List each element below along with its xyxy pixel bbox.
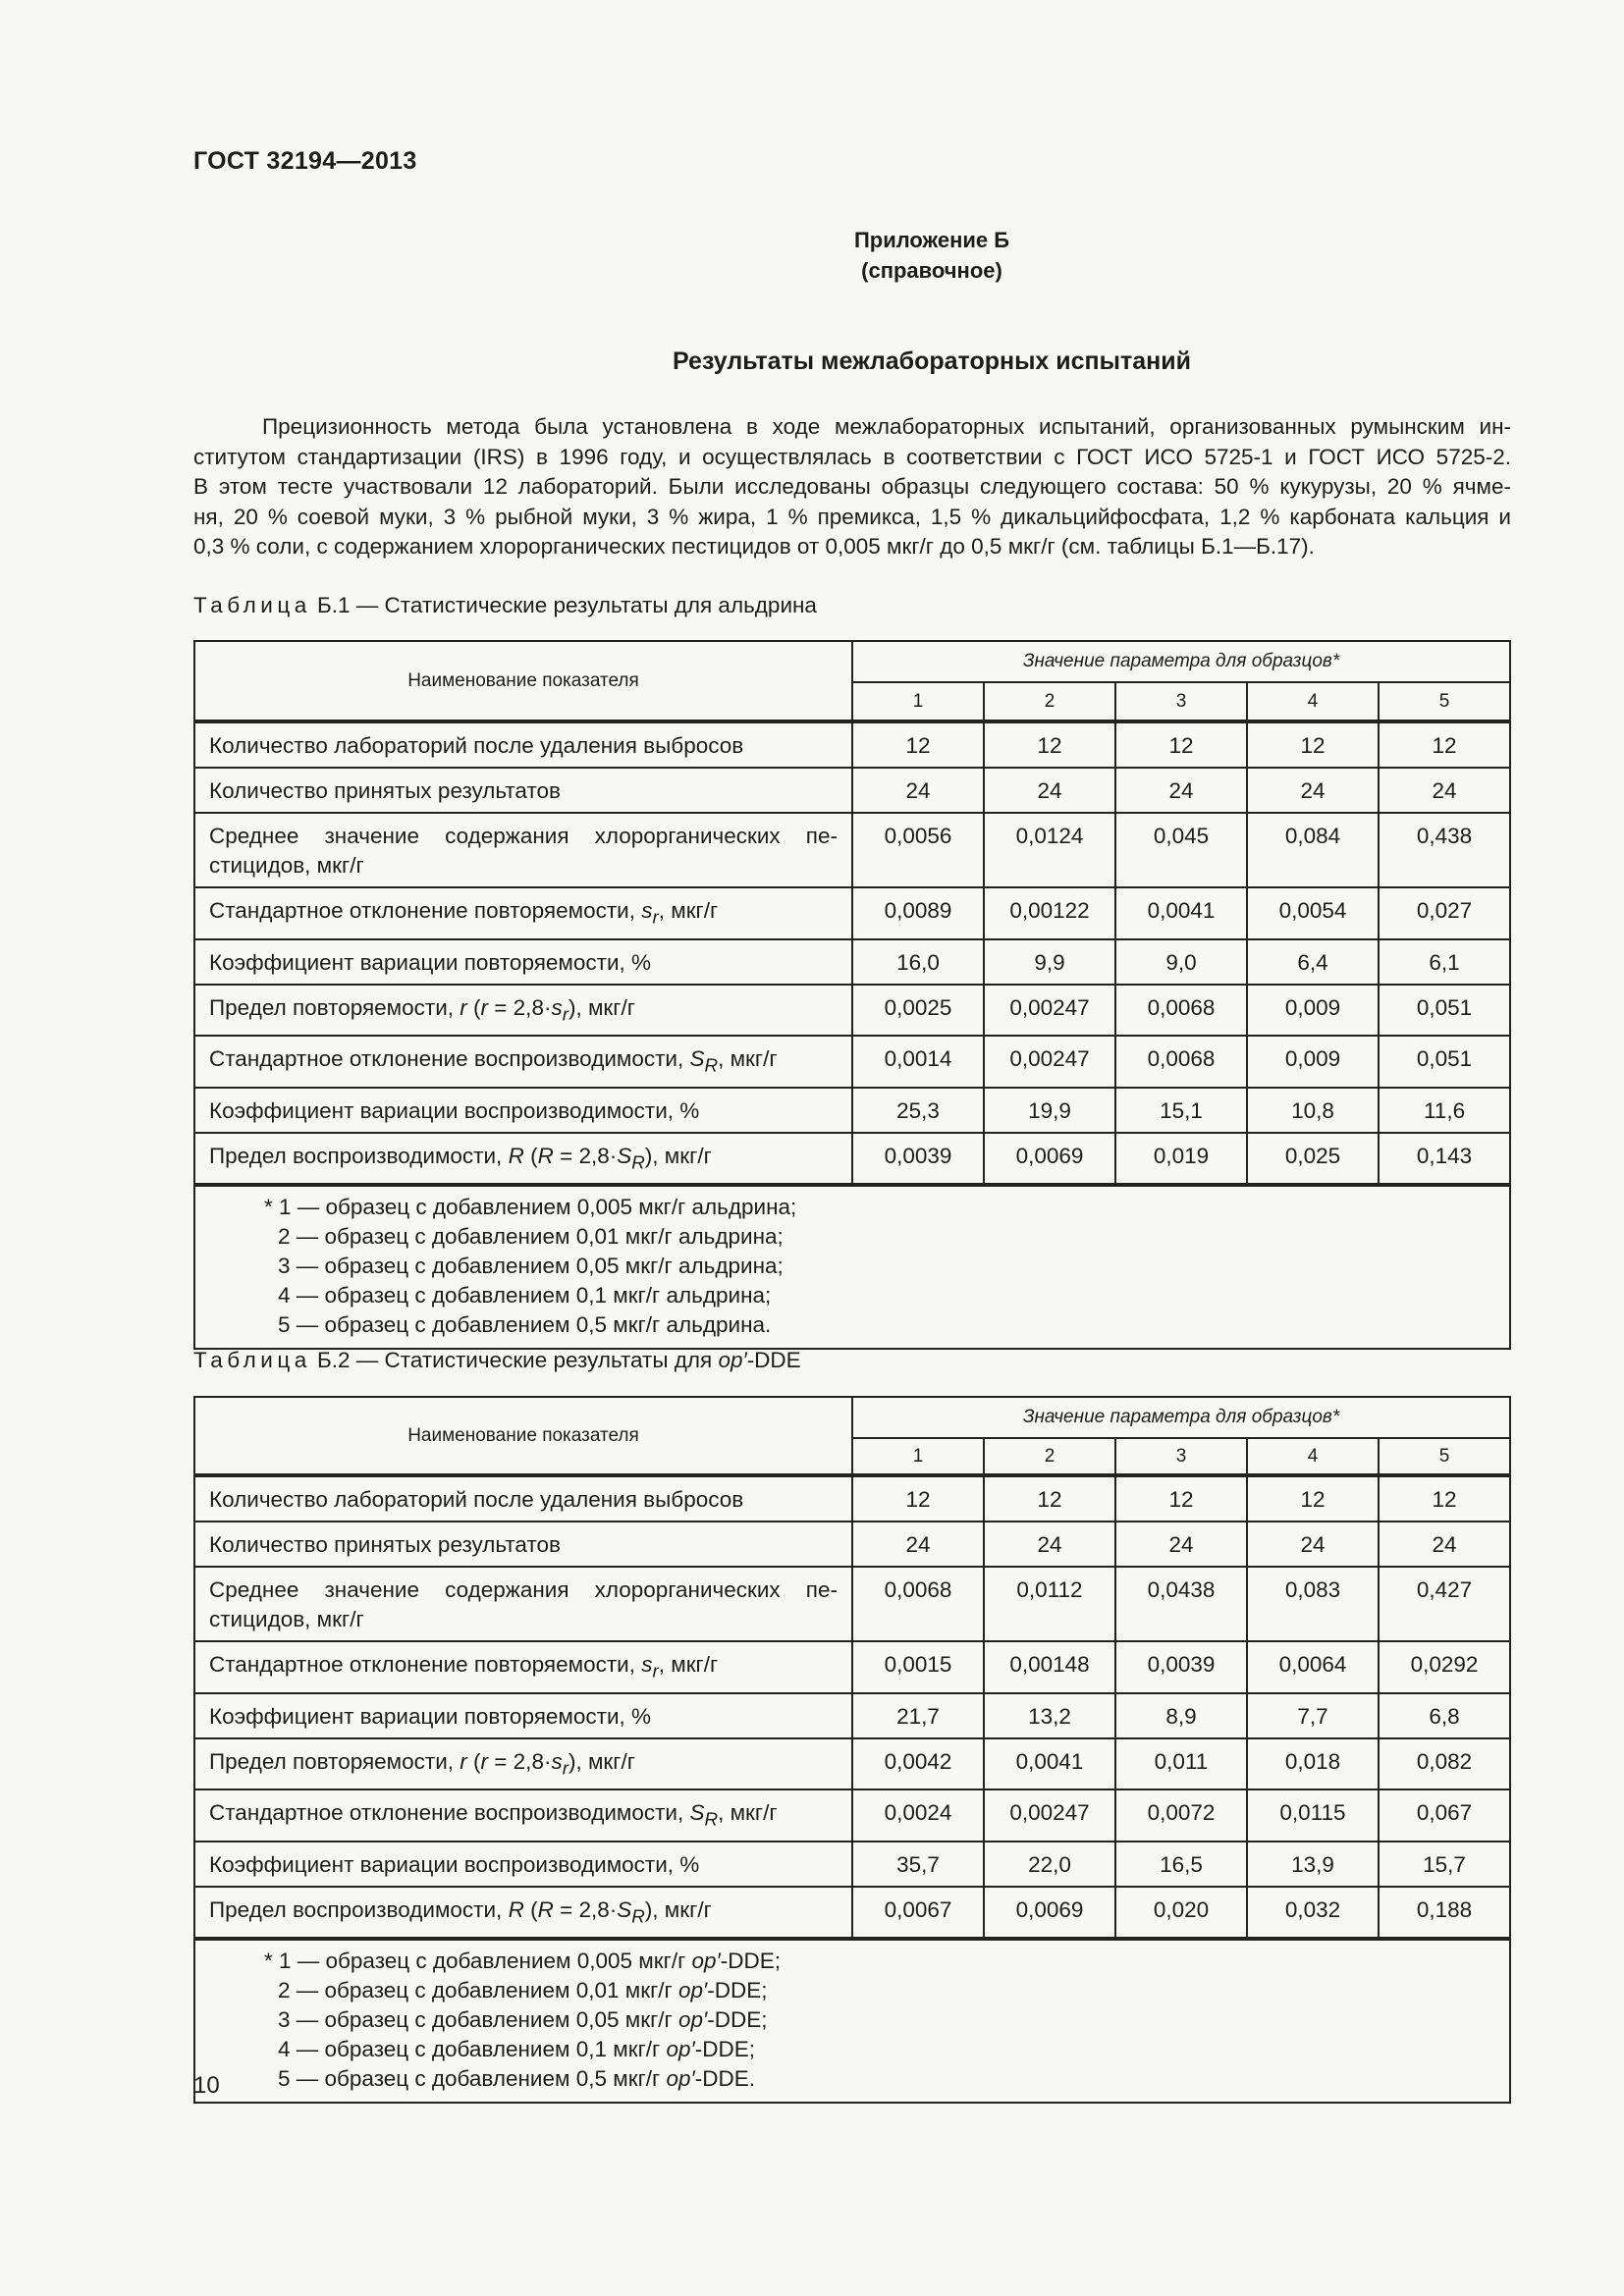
row-label xyxy=(194,985,852,1037)
symbol-r: r xyxy=(480,994,489,1020)
footnote-line xyxy=(264,1947,1509,1976)
cell-value: 12 xyxy=(1379,721,1510,768)
cell-value: 0,00247 xyxy=(984,1789,1115,1842)
cell-value: 0,045 xyxy=(1115,813,1247,887)
label-text: Стандартное отклонение повторяемости, xyxy=(209,898,642,923)
table1 xyxy=(193,640,1511,1350)
cell-value: 0,00247 xyxy=(984,985,1115,1037)
table2-caption-italic: op′ xyxy=(718,1348,747,1372)
cell-value: 13,9 xyxy=(1247,1842,1379,1887)
page-number: 10 xyxy=(193,2072,220,2099)
symbol-R: R xyxy=(508,1896,524,1922)
row-label-line: Среднее значение содержания хлорорганических пе- xyxy=(209,824,838,848)
footnote-italic: op′ xyxy=(678,1978,708,2002)
cell-value: 15,1 xyxy=(1115,1088,1247,1133)
row-label xyxy=(194,1567,852,1641)
footnote-line: * 1 — образец с добавлением 0,005 мкг/г альдрина; xyxy=(264,1195,797,1219)
intro-line: Прецизионность метода была установлена в ходе межлабораторных испытаний, организованных румынским ин- xyxy=(262,414,1511,439)
label-text: = 2,8· xyxy=(488,994,552,1020)
cell-value: 0,427 xyxy=(1379,1567,1510,1641)
row-label xyxy=(194,1036,852,1088)
table2-caption-text: Б.2 — Статистические результаты для xyxy=(310,1348,719,1372)
table-row xyxy=(194,1738,1510,1790)
cell-value: 11,6 xyxy=(1379,1088,1510,1133)
cell-value: 0,051 xyxy=(1379,1036,1510,1088)
symbol-s: s xyxy=(641,1652,653,1677)
row-label xyxy=(194,813,852,887)
cell-value: 6,4 xyxy=(1247,939,1379,985)
row-label: Коэффициент вариации воспроизводимости, % xyxy=(194,1842,852,1887)
cell-value: 12 xyxy=(1115,1475,1247,1522)
appendix-kind: (справочное) xyxy=(861,258,1002,283)
cell-value: 0,0056 xyxy=(852,813,984,887)
table-row xyxy=(194,1036,1510,1088)
cell-value: 0,0112 xyxy=(984,1567,1115,1641)
intro-line: В этом тесте участвовали 12 лабораторий. Были исследованы образцы следующего состава: 50 % кукурузы, 20 % ячме- xyxy=(193,474,1511,499)
label-text: Стандартное отклонение воспроизводимости, xyxy=(209,1046,690,1071)
cell-value: 9,0 xyxy=(1115,939,1247,985)
table-row xyxy=(194,1887,1510,1940)
label-text: Стандартное отклонение повторяемости, xyxy=(209,1652,642,1677)
table1-header-group: Значение параметра для образцов* xyxy=(852,641,1510,682)
symbol-r-sub: r xyxy=(562,1003,568,1024)
symbol-S: S xyxy=(617,1143,632,1168)
cell-value: 25,3 xyxy=(852,1088,984,1133)
row-label xyxy=(194,1738,852,1790)
table1-caption xyxy=(193,593,817,618)
label-text: ( xyxy=(523,1896,538,1922)
label-text: ), мкг/г xyxy=(644,1143,712,1168)
cell-value: 0,0014 xyxy=(852,1036,984,1088)
cell-value: 12 xyxy=(984,1475,1115,1522)
footnote-italic: op′ xyxy=(666,2066,695,2091)
cell-value: 19,9 xyxy=(984,1088,1115,1133)
cell-value: 0,0438 xyxy=(1115,1567,1247,1641)
cell-value: 24 xyxy=(1115,768,1247,813)
table-row xyxy=(194,1693,1510,1738)
cell-value: 0,0025 xyxy=(852,985,984,1037)
cell-value: 0,0069 xyxy=(984,1133,1115,1186)
symbol-r-sub: r xyxy=(652,906,659,928)
cell-value: 12 xyxy=(1247,721,1379,768)
cell-value: 0,00247 xyxy=(984,1036,1115,1088)
cell-value: 12 xyxy=(1247,1475,1379,1522)
footnote-text: 2 — образец с добавлением 0,01 мкг/г xyxy=(278,1978,679,2002)
cell-value: 0,0015 xyxy=(852,1641,984,1693)
cell-value: 6,1 xyxy=(1379,939,1510,985)
cell-value: 7,7 xyxy=(1247,1693,1379,1738)
footnote-line xyxy=(264,2064,1509,2094)
footnote-line xyxy=(264,2035,1509,2064)
footnote-text: 5 — образец с добавлением 0,5 мкг/г xyxy=(278,2066,667,2091)
symbol-s: s xyxy=(641,898,653,923)
row-label: Количество принятых результатов xyxy=(194,1522,852,1567)
cell-value: 22,0 xyxy=(984,1842,1115,1887)
cell-value: 0,0042 xyxy=(852,1738,984,1790)
table2-header-name: Наименование показателя xyxy=(194,1397,852,1475)
cell-value: 24 xyxy=(1115,1522,1247,1567)
table1-header-col: 4 xyxy=(1247,682,1379,721)
table2-header-col: 4 xyxy=(1247,1438,1379,1475)
table-row xyxy=(194,1475,1510,1522)
cell-value: 0,018 xyxy=(1247,1738,1379,1790)
footnote-line: 4 — образец с добавлением 0,1 мкг/г альдрина; xyxy=(278,1283,772,1308)
row-label-line: стицидов, мкг/г xyxy=(209,853,364,878)
footnote-text: -DDE; xyxy=(694,2037,755,2061)
cell-value: 24 xyxy=(1379,768,1510,813)
intro-line: 0,3 % соли, с содержанием хлорорганических пестицидов от 0,005 мкг/г до 0,5 мкг/г (см. таблицы Б.1—Б.17). xyxy=(193,534,1315,559)
table-row xyxy=(194,813,1510,887)
cell-value: 0,0041 xyxy=(1115,887,1247,939)
row-label: Количество лабораторий после удаления выбросов xyxy=(194,721,852,768)
cell-value: 0,025 xyxy=(1247,1133,1379,1186)
table2-caption xyxy=(193,1348,801,1373)
label-text: = 2,8· xyxy=(553,1143,618,1168)
cell-value: 24 xyxy=(984,768,1115,813)
row-label: Количество лабораторий после удаления выбросов xyxy=(194,1475,852,1522)
cell-value: 0,032 xyxy=(1247,1887,1379,1940)
cell-value: 12 xyxy=(1115,721,1247,768)
cell-value: 0,0124 xyxy=(984,813,1115,887)
cell-value: 0,067 xyxy=(1379,1789,1510,1842)
row-label: Коэффициент вариации повторяемости, % xyxy=(194,1693,852,1738)
cell-value: 12 xyxy=(1379,1475,1510,1522)
symbol-R-sub: R xyxy=(704,1808,719,1830)
label-text: , мкг/г xyxy=(718,1046,778,1071)
cell-value: 0,0068 xyxy=(852,1567,984,1641)
table1-caption-word: Таблица xyxy=(193,593,311,617)
footnote-text: -DDE; xyxy=(707,2007,768,2032)
table2-footnote-row xyxy=(194,1939,1510,2103)
row-label xyxy=(194,887,852,939)
cell-value: 0,00148 xyxy=(984,1641,1115,1693)
cell-value: 12 xyxy=(852,721,984,768)
cell-value: 24 xyxy=(1247,768,1379,813)
cell-value: 0,0068 xyxy=(1115,985,1247,1037)
table-row xyxy=(194,1842,1510,1887)
cell-value: 0,0024 xyxy=(852,1789,984,1842)
table1-header-col: 1 xyxy=(852,682,984,721)
table-row xyxy=(194,1522,1510,1567)
cell-value: 16,5 xyxy=(1115,1842,1247,1887)
cell-value: 9,9 xyxy=(984,939,1115,985)
footnote-italic: op′ xyxy=(678,2007,708,2032)
cell-value: 15,7 xyxy=(1379,1842,1510,1887)
row-label xyxy=(194,1887,852,1940)
symbol-r: r xyxy=(460,994,467,1020)
cell-value: 24 xyxy=(852,1522,984,1567)
cell-value: 0,009 xyxy=(1247,985,1379,1037)
table2-footnotes xyxy=(194,1939,1510,2103)
cell-value: 0,143 xyxy=(1379,1133,1510,1186)
symbol-R-sub: R xyxy=(631,1905,645,1926)
cell-value: 0,0054 xyxy=(1247,887,1379,939)
row-label xyxy=(194,1641,852,1693)
label-text: ( xyxy=(466,1748,481,1774)
label-text: ), мкг/г xyxy=(568,1748,635,1774)
cell-value: 10,8 xyxy=(1247,1088,1379,1133)
cell-value: 0,0069 xyxy=(984,1887,1115,1940)
cell-value: 12 xyxy=(984,721,1115,768)
cell-value: 0,083 xyxy=(1247,1567,1379,1641)
row-label-line: Среднее значение содержания хлорорганических пе- xyxy=(209,1577,838,1602)
table2-header-col: 3 xyxy=(1115,1438,1247,1475)
cell-value: 0,438 xyxy=(1379,813,1510,887)
symbol-r-sub: r xyxy=(562,1757,568,1778)
table2-header-col: 2 xyxy=(984,1438,1115,1475)
cell-value: 0,019 xyxy=(1115,1133,1247,1186)
table-row xyxy=(194,1567,1510,1641)
table1-caption-text: Б.1 — Статистические результаты для альдрина xyxy=(310,593,817,617)
table2-header-col: 1 xyxy=(852,1438,984,1475)
symbol-S: S xyxy=(689,1046,705,1071)
cell-value: 0,0115 xyxy=(1247,1789,1379,1842)
label-text: Стандартное отклонение воспроизводимости, xyxy=(209,1800,690,1825)
footnote-italic: op′ xyxy=(691,1949,721,1973)
symbol-r-sub: r xyxy=(652,1660,659,1682)
label-text: , мкг/г xyxy=(658,1652,719,1677)
row-label xyxy=(194,1789,852,1842)
table-row xyxy=(194,939,1510,985)
symbol-s: s xyxy=(551,1748,563,1774)
document-code: ГОСТ 32194—2013 xyxy=(193,147,417,175)
cell-value: 0,0072 xyxy=(1115,1789,1247,1842)
table-row xyxy=(194,1088,1510,1133)
table1-header-col: 2 xyxy=(984,682,1115,721)
footnote-text: * 1 — образец с добавлением 0,005 мкг/г xyxy=(264,1949,692,1973)
cell-value: 0,0292 xyxy=(1379,1641,1510,1693)
cell-value: 0,009 xyxy=(1247,1036,1379,1088)
table-row xyxy=(194,768,1510,813)
cell-value: 24 xyxy=(984,1522,1115,1567)
symbol-s: s xyxy=(551,994,563,1020)
label-text: , мкг/г xyxy=(718,1800,778,1825)
footnote-line xyxy=(264,1976,1509,2005)
table2-header-group: Значение параметра для образцов* xyxy=(852,1397,1510,1438)
cell-value: 0,00122 xyxy=(984,887,1115,939)
cell-value: 0,0068 xyxy=(1115,1036,1247,1088)
cell-value: 35,7 xyxy=(852,1842,984,1887)
table1-header-col: 5 xyxy=(1379,682,1510,721)
footnote-text: 4 — образец с добавлением 0,1 мкг/г xyxy=(278,2037,667,2061)
cell-value: 6,8 xyxy=(1379,1693,1510,1738)
cell-value: 0,0089 xyxy=(852,887,984,939)
cell-value: 21,7 xyxy=(852,1693,984,1738)
footnote-line xyxy=(264,2005,1509,2035)
symbol-R-sub: R xyxy=(704,1054,719,1076)
table2-caption-word: Таблица xyxy=(193,1348,311,1372)
cell-value: 0,084 xyxy=(1247,813,1379,887)
cell-value: 8,9 xyxy=(1115,1693,1247,1738)
cell-value: 24 xyxy=(852,768,984,813)
label-text: ( xyxy=(523,1143,538,1168)
symbol-R: R xyxy=(537,1143,554,1168)
cell-value: 13,2 xyxy=(984,1693,1115,1738)
symbol-R: R xyxy=(537,1896,554,1922)
label-text: = 2,8· xyxy=(553,1896,618,1922)
symbol-S: S xyxy=(689,1800,705,1825)
table-row xyxy=(194,1641,1510,1693)
footnote-line: 2 — образец с добавлением 0,01 мкг/г альдрина; xyxy=(278,1224,784,1249)
footnote-text: -DDE; xyxy=(720,1949,782,1973)
cell-value: 0,020 xyxy=(1115,1887,1247,1940)
cell-value: 0,011 xyxy=(1115,1738,1247,1790)
symbol-R-sub: R xyxy=(631,1151,645,1172)
row-label: Количество принятых результатов xyxy=(194,768,852,813)
label-text: = 2,8· xyxy=(488,1748,552,1774)
row-label xyxy=(194,1133,852,1186)
table1-footnote-row xyxy=(194,1185,1510,1349)
symbol-S: S xyxy=(617,1896,632,1922)
label-text: Предел воспроизводимости, xyxy=(209,1143,509,1168)
label-text: ), мкг/г xyxy=(644,1896,712,1922)
table-row xyxy=(194,1133,1510,1186)
intro-paragraph xyxy=(193,412,1511,562)
footnote-text: -DDE. xyxy=(694,2066,755,2091)
cell-value: 0,188 xyxy=(1379,1887,1510,1940)
table2 xyxy=(193,1396,1511,2104)
label-text: ( xyxy=(466,994,481,1020)
intro-line: ня, 20 % соевой муки, 3 % рыбной муки, 3 % жира, 1 % премикса, 1,5 % дикальцийфосфата, 1,2 % карбоната кальция и xyxy=(193,504,1511,529)
appendix-title: Приложение Б xyxy=(853,228,1010,252)
table-row xyxy=(194,721,1510,768)
label-text: , мкг/г xyxy=(658,898,719,923)
intro-line: ститутом стандартизации (IRS) в 1996 году, и осуществлялась в соответствии с ГОСТ ИСО 5725-1 и ГОСТ ИСО 5725-2. xyxy=(193,444,1511,469)
table2-caption-tail: -DDE xyxy=(746,1348,801,1372)
cell-value: 12 xyxy=(852,1475,984,1522)
label-text: Предел повторяемости, xyxy=(209,994,460,1020)
cell-value: 0,0064 xyxy=(1247,1641,1379,1693)
footnote-line: 3 — образец с добавлением 0,05 мкг/г альдрина; xyxy=(278,1254,784,1278)
cell-value: 0,051 xyxy=(1379,985,1510,1037)
cell-value: 0,027 xyxy=(1379,887,1510,939)
cell-value: 0,082 xyxy=(1379,1738,1510,1790)
footnote-italic: op′ xyxy=(666,2037,695,2061)
cell-value: 0,0067 xyxy=(852,1887,984,1940)
table1-header-name: Наименование показателя xyxy=(194,641,852,721)
symbol-r: r xyxy=(480,1748,489,1774)
table1-header-col: 3 xyxy=(1115,682,1247,721)
label-text: ), мкг/г xyxy=(568,994,635,1020)
cell-value: 0,0041 xyxy=(984,1738,1115,1790)
cell-value: 24 xyxy=(1379,1522,1510,1567)
footnote-text: 3 — образец с добавлением 0,05 мкг/г xyxy=(278,2007,679,2032)
table-row xyxy=(194,887,1510,939)
label-text: Предел повторяемости, xyxy=(209,1748,460,1774)
symbol-R: R xyxy=(508,1143,524,1168)
footnote-line: 5 — образец с добавлением 0,5 мкг/г альдрина. xyxy=(278,1312,772,1337)
table-row xyxy=(194,985,1510,1037)
row-label: Коэффициент вариации воспроизводимости, % xyxy=(194,1088,852,1133)
footnote-text: -DDE; xyxy=(707,1978,768,2002)
row-label-line: стицидов, мкг/г xyxy=(209,1607,364,1631)
row-label: Коэффициент вариации повторяемости, % xyxy=(194,939,852,985)
label-text: Предел воспроизводимости, xyxy=(209,1896,509,1922)
table1-footnotes xyxy=(194,1185,1510,1349)
table-row xyxy=(194,1789,1510,1842)
cell-value: 0,0039 xyxy=(852,1133,984,1186)
cell-value: 16,0 xyxy=(852,939,984,985)
section-title: Результаты межлабораторных испытаний xyxy=(672,347,1191,375)
cell-value: 24 xyxy=(1247,1522,1379,1567)
cell-value: 0,0039 xyxy=(1115,1641,1247,1693)
symbol-r: r xyxy=(460,1748,467,1774)
table2-header-col: 5 xyxy=(1379,1438,1510,1475)
